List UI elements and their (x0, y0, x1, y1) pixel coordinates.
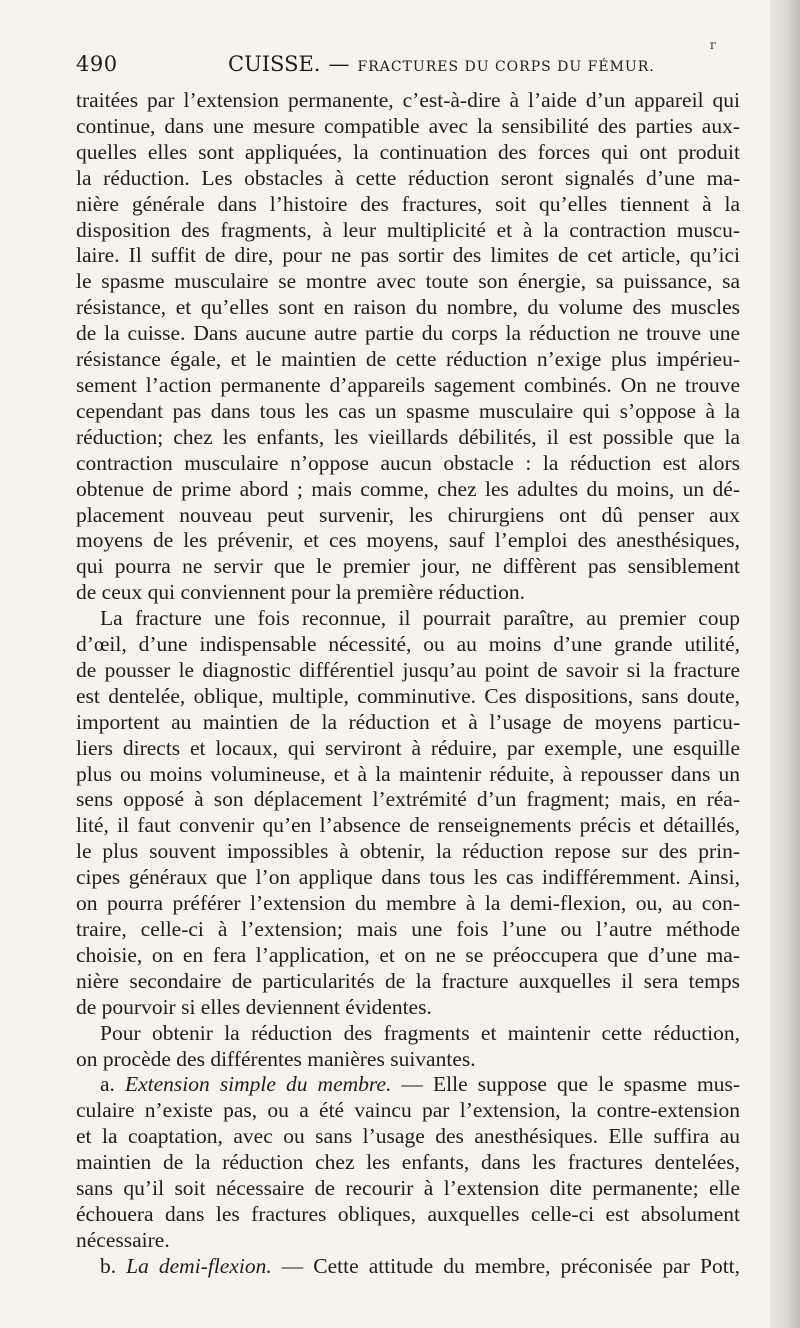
text-line: le spasme musculaire se montre avec toute son énergie, sa puissance, sa (76, 269, 740, 294)
text-line: Pour obtenir la réduction des fragments et maintenir cette réduction, (100, 1020, 740, 1045)
text-line: on pourra préférer l’extension du membre à la demi-flexion, ou, au con- (76, 891, 740, 916)
text-line: traire, celle-ci à l’extension; mais une fois l’une ou l’autre méthode (76, 917, 740, 941)
text-line: qui pourra ne servir que le premier jour, ne diffèrent pas sensiblement (76, 554, 740, 579)
corner-mark: ᴦ (710, 38, 717, 52)
running-title-dash: — (328, 52, 350, 76)
text-line: laire. Il suffit de dire, pour ne pas sortir des limites de cet article, qu’ici (76, 243, 740, 268)
section-a-heading-line (76, 1072, 740, 1098)
text-line: obtenue de prime abord ; mais comme, chez les adultes du moins, un dé- (76, 476, 740, 501)
text-line: cipes généraux que l’on applique dans tous les cas indifféremment. Ainsi, (76, 865, 740, 890)
text-line: sement l’action permanente d’appareils sagement combinés. On ne trouve (76, 372, 740, 397)
section-a-title: Extension simple du membre. (124, 1072, 392, 1097)
text-line: de la cuisse. Dans aucune autre partie du corps la réduction ne trouve une (76, 321, 740, 346)
section-a-rest: — Elle suppose que le spasme mus- (401, 1072, 741, 1097)
text-line: est dentelée, oblique, multiple, comminutive. Ces dispositions, sans doute, (76, 683, 740, 708)
section-b-marker: b. (100, 1253, 117, 1278)
section-b-title: La demi-flexion. (126, 1253, 272, 1278)
text-line: sans qu’il soit nécessaire de recourir à l’extension dite permanente; elle (76, 1176, 740, 1201)
text-line: plus ou moins volumineuse, et à la maintenir réduite, à repousser dans un (76, 761, 740, 786)
text-line: quelles elles sont appliquées, la continuation des forces qui ont produit (76, 139, 740, 164)
text-line: traitées par l’extension permanente, c’est-à-dire à l’aide d’un appareil qui (76, 88, 740, 112)
text-line: La fracture une fois reconnue, il pourrait paraître, au premier coup (100, 606, 740, 631)
text-line: résistance, et qu’elles sont en raison du nombre, du volume des muscles (76, 295, 740, 320)
text-line: moyens de les prévenir, et ces moyens, sauf l’emploi des anesthésiques, (76, 528, 740, 553)
text-line: de pousser le diagnostic différentiel jusqu’au point de savoir si la fracture (76, 657, 740, 682)
text-line: importent au maintien de la réduction et à l’usage de moyens particu- (76, 709, 740, 734)
text-line: continue, dans une mesure compatible avec la sensibilité des parties aux- (76, 113, 740, 138)
running-title-main: CUISSE. (228, 52, 321, 76)
text-line: et la coaptation, avec ou sans l’usage des anesthésiques. Elle suffira au (76, 1124, 740, 1149)
text-line: nécessaire. (76, 1227, 170, 1252)
text-line: nière secondaire de particularités de la fracture auxquelles il sera temps (76, 968, 740, 993)
text-line: sens opposé à son déplacement l’extrémité d’un fragment; mais, en réa- (76, 787, 740, 812)
text-line: disposition des fragments, à leur multiplicité et à la contraction muscu- (76, 217, 740, 242)
text-line: nière générale dans l’histoire des fractures, soit qu’elles tiennent à la (76, 191, 740, 216)
text-line: d’œil, d’une indispensable nécessité, ou au moins d’une grande utilité, (76, 632, 740, 657)
text-line: placement nouveau peut survenir, les chirurgiens ont dû penser aux (76, 502, 740, 527)
text-line: culaire n’existe pas, ou a été vaincu par l’extension, la contre-extension (76, 1098, 740, 1123)
text-line: résistance égale, et le maintien de cette réduction n’exige plus impérieu- (76, 347, 740, 372)
body-text (76, 88, 740, 1280)
text-line: maintien de la réduction chez les enfants, dans les fractures dentelées, (76, 1150, 740, 1175)
text-line: choisie, on en fera l’application, et on ne se préoccupera que d’une ma- (76, 942, 740, 967)
text-line: on procède des différentes manières suivantes. (76, 1046, 476, 1071)
text-line: de pourvoir si elles deviennent évidentes. (76, 994, 432, 1019)
text-line: lité, il faut convenir qu’en l’absence de renseignements précis et détaillés, (76, 813, 740, 838)
running-title-sub: FRACTURES DU CORPS DU FÉMUR. (357, 59, 655, 75)
section-a-marker: a. (100, 1072, 115, 1097)
page-header (76, 52, 740, 82)
text-line: liers directs et locaux, qui serviront à réduire, par exemple, une esquille (76, 735, 740, 760)
page-number: 490 (76, 52, 118, 76)
text-line: cependant pas dans tous les cas un spasme musculaire qui s’oppose à la (76, 398, 740, 423)
text-line: contraction musculaire n’oppose aucun obstacle : la réduction est alors (76, 450, 740, 475)
text-line: réduction; chez les enfants, les vieillards débilités, il est possible que la (76, 424, 740, 449)
text-line: de ceux qui conviennent pour la première réduction. (76, 580, 525, 605)
text-line: échouera dans les fractures obliques, auxquelles celle-ci est absolument (76, 1201, 740, 1226)
section-b-heading-line (76, 1254, 740, 1280)
text-line: la réduction. Les obstacles à cette réduction seront signalés d’une ma- (76, 165, 740, 190)
section-b-rest: — Cette attitude du membre, préconisée par Pott, (281, 1253, 741, 1278)
page-edge-shadow (770, 0, 800, 1328)
text-line: le plus souvent impossibles à obtenir, la réduction repose sur des prin- (76, 839, 740, 864)
running-title (228, 52, 655, 76)
